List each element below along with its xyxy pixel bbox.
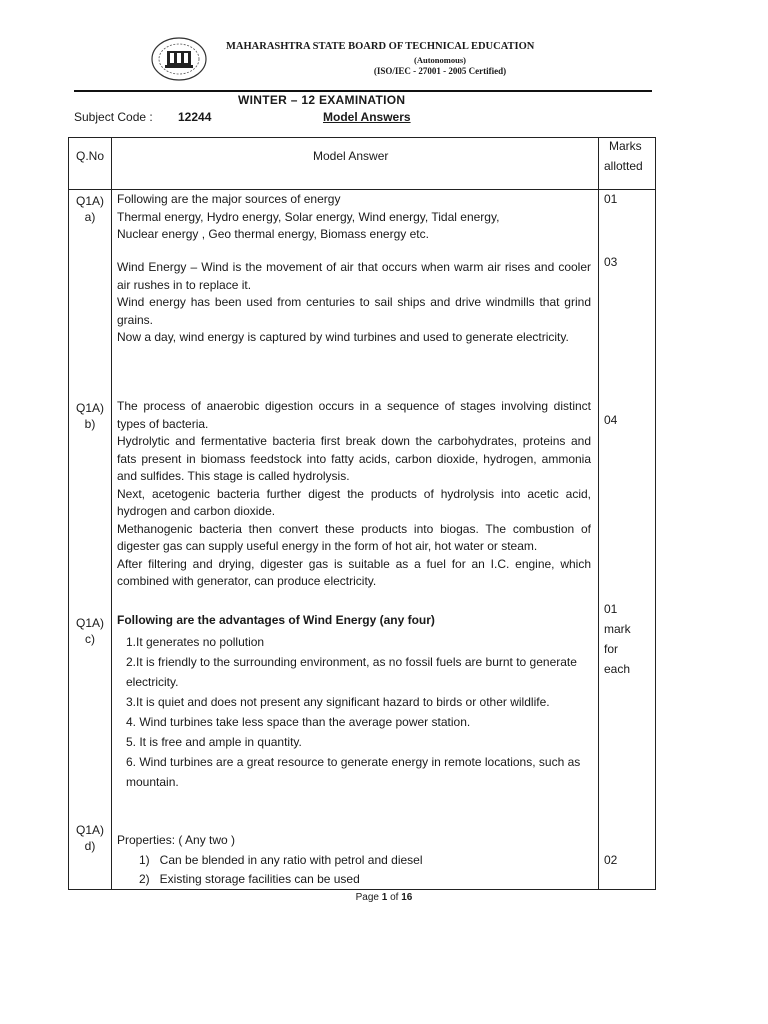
answer-q1a-a-sources: [117, 191, 591, 244]
answer-paragraph: The process of anaerobic digestion occurs in a sequence of stages involving distinct types of bacteria.: [117, 399, 591, 431]
marks-q1a-a-1: 01: [604, 192, 618, 206]
answer-q1a-c-heading: Following are the advantages of Wind Energy (any four): [117, 613, 435, 627]
marks-q1a-b: 04: [604, 413, 618, 427]
page-number: 1: [381, 892, 388, 903]
list-item: 6. Wind turbines are a great resource to generate energy in remote locations, such as mountain.: [126, 755, 581, 789]
page-footer: [0, 892, 768, 903]
answer-line: Thermal energy, Hydro energy, Solar energy, Wind energy, Tidal energy,: [117, 209, 500, 224]
list-item: 1.It generates no pollution: [126, 635, 265, 649]
header-rule: [74, 90, 652, 92]
of-word: of: [390, 892, 399, 903]
question-number-q1a-d: Q1A) d): [75, 823, 104, 853]
page-word: Page: [355, 892, 379, 903]
answer-q1a-a-wind: [117, 259, 591, 347]
answer-paragraph: Wind Energy – Wind is the movement of air that occurs when warm air rises and cooler air rushes in to replace it.: [117, 260, 591, 292]
answer-line: Following are the major sources of energy: [117, 192, 341, 206]
list-item: 4. Wind turbines take less space than the average power station.: [126, 715, 471, 729]
answer-paragraph: After filtering and drying, digester gas is suitable as a fuel for an I.C. engine, which combined with generator, can produce electricity.: [117, 556, 591, 588]
list-item: 2) Existing storage facilities can be used: [139, 872, 360, 886]
model-answers-title: Model Answers: [323, 110, 411, 124]
answer-paragraph: Hydrolytic and fermentative bacteria first break down the carbohydrates, proteins and fats present in biomass feedstock into fatty acids, carbon dioxide, hydrogen, ammonia and sulfides. This stage is called hydrolysis.: [117, 434, 591, 483]
list-item: 2.It is friendly to the surrounding environment, as no fossil fuels are burnt to generate electricity.: [126, 655, 577, 689]
marks-q1a-a-2: 03: [604, 255, 618, 269]
iso-certification: (ISO/IEC - 27001 - 2005 Certified): [373, 66, 507, 76]
marks-q1a-c: 01 mark for each: [604, 602, 631, 676]
list-item: 3.It is quiet and does not present any significant hazard to birds or other wildlife.: [126, 695, 550, 709]
question-number-q1a-a: Q1A) a): [75, 194, 104, 224]
exam-title: WINTER – 12 EXAMINATION: [238, 93, 406, 107]
question-number-q1a-b: Q1A) b): [75, 401, 104, 431]
question-number-q1a-c: Q1A) c): [75, 616, 104, 646]
subject-code-label: Subject Code :: [74, 110, 153, 124]
answer-paragraph: Now a day, wind energy is captured by wind turbines and used to generate electricity.: [117, 330, 569, 344]
answer-q1a-d-heading: Properties: ( Any two ): [117, 833, 236, 847]
header-marks: Marks: [609, 139, 642, 153]
answer-q1a-d-list: [117, 851, 591, 889]
autonomous-label: (Autonomous): [414, 55, 466, 65]
table-divider-marks: [598, 137, 599, 890]
table-divider-qno: [111, 137, 112, 890]
header-model-answer: Model Answer: [313, 149, 389, 163]
answer-paragraph: Methanogenic bacteria then convert these products into biogas. The combustion of digester gas can supply useful energy in the form of hot air, hot water or steam.: [117, 521, 591, 553]
header-qno: Q.No: [76, 149, 105, 163]
answer-paragraph: Next, acetogenic bacteria further digest the products of hydrolysis into acetic acid, hydrogen and carbon dioxide.: [117, 486, 591, 518]
answer-paragraph: Wind energy has been used from centuries to sail ships and drive windmills that grind grains.: [117, 295, 591, 327]
board-name: MAHARASHTRA STATE BOARD OF TECHNICAL EDUCATION: [226, 41, 535, 52]
page-total: 16: [401, 892, 413, 903]
answer-line: Nuclear energy , Geo thermal energy, Biomass energy etc.: [117, 227, 429, 241]
answer-q1a-c-list: [117, 632, 591, 792]
marks-q1a-d: 02: [604, 853, 618, 867]
answer-q1a-b: [117, 398, 591, 591]
table-header-divider: [68, 189, 656, 190]
list-item: 1) Can be blended in any ratio with petrol and diesel: [139, 853, 423, 867]
list-item: 5. It is free and ample in quantity.: [126, 735, 302, 749]
header-allotted: allotted: [604, 159, 643, 173]
subject-code: 12244: [178, 110, 212, 124]
